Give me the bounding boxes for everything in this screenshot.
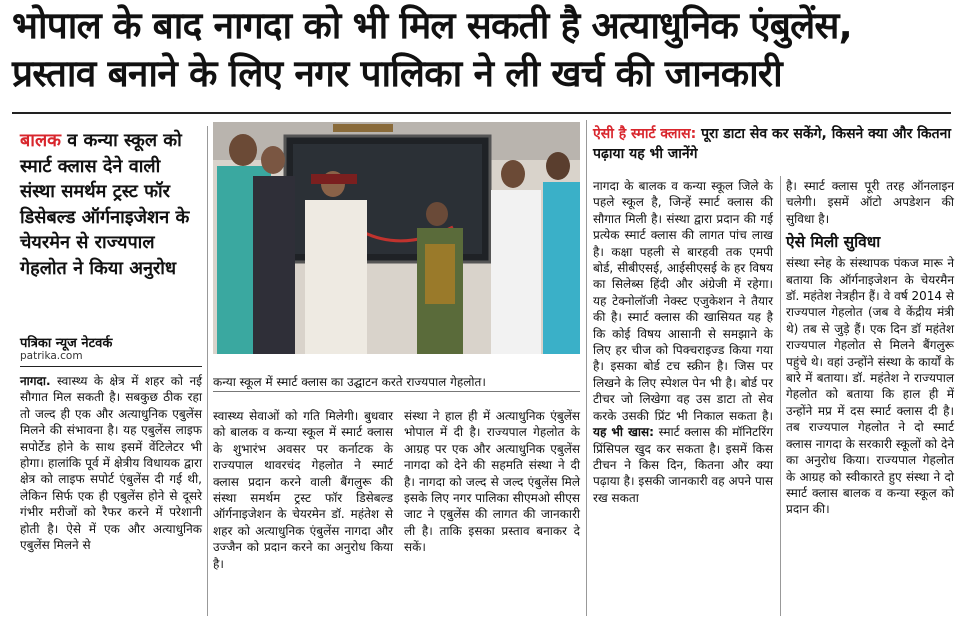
caption-rule [213, 391, 580, 392]
article-column-5 [786, 178, 954, 518]
byline: पत्रिका न्यूज नेटवर्क [20, 336, 113, 351]
right-subheadline-text: पूरा डाटा सेव कर सकेंगे, किसने क्या और कितना पढ़ाया यह भी जानेंगे [593, 126, 951, 162]
dateline: नागदा. [20, 374, 51, 388]
article-column-3: संस्था ने हाल ही में अत्याधुनिक एंबुलेंस भोपाल में दी है। राज्यपाल गेहलोत के आग्रह पर एक और अत्याधुनिक एबुलेंस नागदा को देने की सहमति संस्था ने दी है। नागदा को जल्द से जल्द एंबुलेंस मिले इसके लिए नगर पालिका सीएमओ सीएस जाट ने एबुलेंस की लागत की जानकारी ली है। ताकि इसका प्रस्ताव बनाकर दे सकें। [404, 409, 580, 555]
right-subheadline-red: ऐसी है स्मार्ट क्लास: [593, 126, 697, 142]
photo-illustration [213, 122, 580, 354]
article-column-1 [20, 373, 202, 553]
column-divider [780, 176, 781, 616]
headline-line-2: प्रस्ताव बनाने के लिए नगर पालिका ने ली खर्च की जानकारी [12, 52, 782, 95]
left-subheadline [20, 128, 200, 281]
left-subheadline-text: व कन्या स्कूल को स्मार्ट क्लास देने वाली संस्था समर्थम ट्रस्ट फॉर डिसेबल्ड ऑर्गनाइजेशन के चेयरमेन से राज्यपाल गेहलोत ने किया अनुरोध [20, 130, 190, 279]
right-subheadline [593, 124, 953, 164]
article-column-4-text-2: स्मार्ट क्लास की मॉनिटरिंग प्रिंसिपल खुद कर सकता है। इसमें किस टीचन ने किस दिन, कितना और क्या पढ़ाया है। इसकी जानकारी वह अपने पास रख सकता [593, 425, 773, 505]
article-column-2: स्वास्थ्य सेवाओं को गति मिलेगी। बुधवार को बालक व कन्या स्कूल में स्मार्ट क्लास के शुभारंभ अवसर पर कर्नाटक के राज्यपाल थावरचंद गेहलोत ने स्मार्ट क्लास प्रदान करने वाली बैंगलुरू की संस्था समर्थम ट्रस्ट फॉर डिसेबल्ड ऑर्गनाइजेशन के चेयरमेन डॉ. महंतेश से शहर को अत्याधुनिक एंबुलेंस नागदा और उज्जैन को प्रदान करने का अनुरोध किया है। [213, 409, 393, 571]
column-divider [207, 126, 208, 616]
article-column-5-text-2: संस्था स्नेह के संस्थापक पंकज मारू ने बताया कि ऑर्गनाइजेशन के चेयरमैन डॉ. महंतेश नेत्रहीन हैं। वे वर्ष 2014 से राज्यपाल गेहलोत (जब वे केंद्रीय मंत्री थे) तब से जुड़े हैं। एक दिन डॉ महंतेश राज्यपाल गेहलोत से मिलने बैंगलुरू पहुंचे थे। वहां उन्होंने संस्था के कार्यों के बारे में बताया। डॉ. महंतेश ने राज्यपाल गेहलोत को बताया कि हाल ही में उन्होंने मप्र में दस स्मार्ट क्लास दी है। तब राज्यपाल गेहलोत ने दो स्मार्ट क्लास नागदा के सरकारी स्कूलों को देने का अनुरोध किया। राज्यपाल गेहलोत के आग्रह को स्वीकारते हुए संस्था ने दो स्मार्ट क्लास बालक व कन्या स्कूल को प्रदान की। [786, 256, 954, 517]
headline [12, 2, 952, 98]
highlight-label: यह भी खास: [593, 425, 654, 440]
article-column-5-text: है। स्मार्ट क्लास पूरी तरह ऑनलाइन चलेगी। इसमें ऑटो अपडेशन की सुविधा है। [786, 179, 954, 226]
section-subheading: ऐसे मिली सुविधा [786, 233, 881, 252]
article-column-4-text: नागदा के बालक व कन्या स्कूल जिले के पहले स्कूल है, जिन्हें स्मार्ट क्लास की सौगात मिली है। संस्था द्वारा प्रदान की गई प्रत्येक स्मार्ट क्लास की लागत पांच लाख है। कक्षा पहली से बारहवी तक एमपी बोर्ड, सीबीएसई, आईसीएसई के हर विषय का सिलेब्स हिंदी और अंग्रेजी में रहेगा। यह टेक्नोलॉजी नेक्स्ट एजुकेशन ने तैयार की है। स्मार्ट क्लास की खासियत यह है कि कोई विषय आसानी से समझाने के लिए हर चीज को पिक्चराइज्ड किया गया है। इसका बोर्ड टच स्क्रीन है। जिस पर लिखने के लिए स्पेशल पेन भी है। बोर्ड पर टीचर जो लिखेगा वह उस डाटा तो सेव करके उसकी प्रिंट भी निकाल सकता है। [593, 179, 773, 423]
left-subheadline-red: बालक [20, 130, 61, 151]
headline-line-1: भोपाल के बाद नागदा को भी मिल सकती है अत्याधुनिक एंबुलेंस, [12, 4, 852, 47]
byline-url: patrika.com [20, 350, 83, 362]
news-photo [213, 122, 580, 354]
article-column-4 [593, 178, 773, 506]
headline-rule [12, 112, 951, 114]
byline-rule [20, 366, 202, 367]
column-divider [586, 120, 587, 616]
photo-caption: कन्या स्कूल में स्मार्ट क्लास का उद्घाटन करते राज्यपाल गेहलोत। [213, 375, 486, 389]
article-column-1-text: स्वास्थ्य के क्षेत्र में शहर को नई सौगात मिल सकती है। सबकुछ ठीक रहा तो जल्द ही एक और अत्याधुनिक एबुलेंस मिलने की संभावना है। यह एबुलेंस लाइफ सपोर्टेड होने के साथ इसमें वेंटिलेटर भी होगा। हालांकि पूर्व में क्षेत्रीय विधायक द्वारा क्षेत्र को लाइफ सपोर्ट एंबुलेंस दी गई थी, लेकिन सिर्फ एक ही एबुलेंस होने से दूसरे गंभीर मरीजों को रैफर करने में परेशानी होती है। ऐसे में एक और अत्याधुनिक एबुलेंस मिलने से [20, 374, 202, 553]
